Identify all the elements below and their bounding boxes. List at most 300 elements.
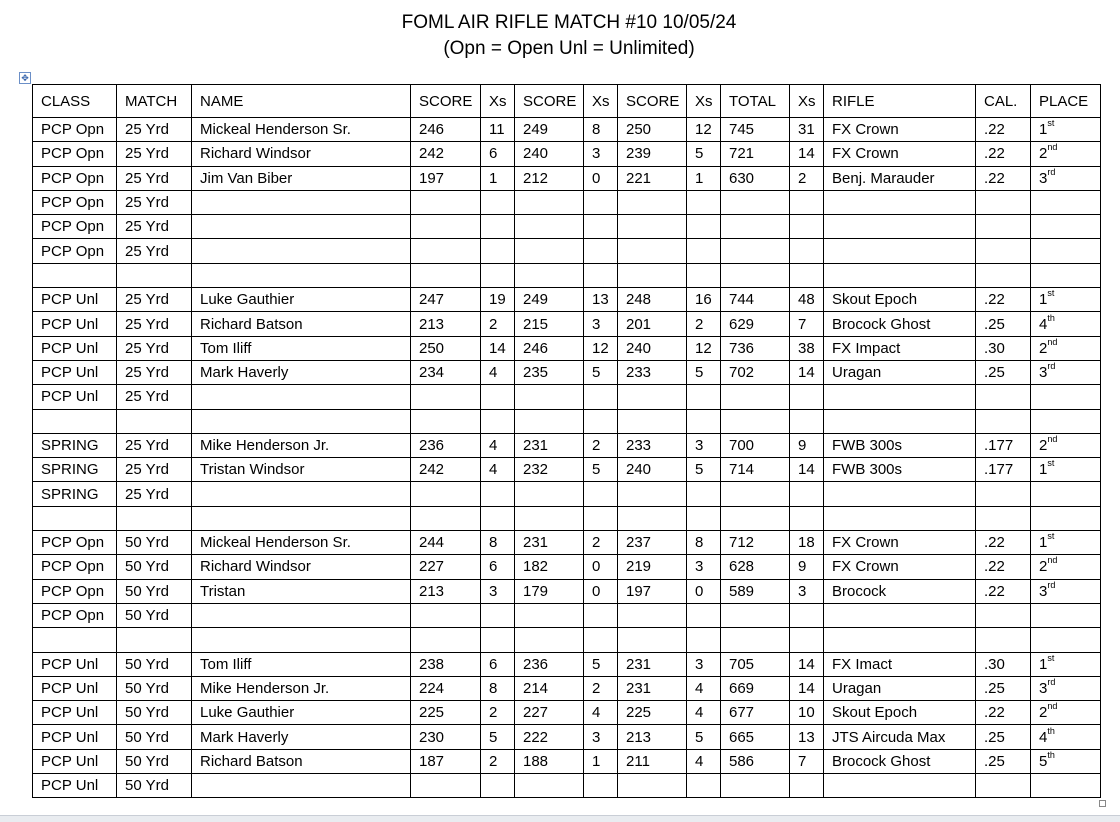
total-cell[interactable]	[721, 774, 790, 798]
xs-2-cell[interactable]	[584, 506, 618, 530]
score-2-cell[interactable]: 182	[515, 555, 584, 579]
score-2-cell[interactable]: 214	[515, 676, 584, 700]
score-1-cell[interactable]: 238	[411, 652, 481, 676]
score-3-cell[interactable]: 213	[618, 725, 687, 749]
place-cell[interactable]	[1031, 312, 1101, 336]
xs-total-cell[interactable]: 38	[790, 336, 824, 360]
xs-1-cell[interactable]: 6	[481, 555, 515, 579]
xs-total-cell[interactable]: 14	[790, 652, 824, 676]
score-1-cell[interactable]: 242	[411, 142, 481, 166]
score-3-cell[interactable]	[618, 385, 687, 409]
score-1-cell[interactable]: 230	[411, 725, 481, 749]
rifle-cell[interactable]	[824, 190, 976, 214]
caliber-cell[interactable]: .22	[976, 531, 1031, 555]
caliber-cell[interactable]: .22	[976, 166, 1031, 190]
caliber-cell[interactable]: .22	[976, 555, 1031, 579]
xs-total-cell[interactable]: 9	[790, 555, 824, 579]
xs-2-cell[interactable]: 0	[584, 579, 618, 603]
name-cell[interactable]: Mickeal Henderson Sr.	[192, 531, 411, 555]
caliber-cell[interactable]	[976, 506, 1031, 530]
caliber-cell[interactable]: .22	[976, 579, 1031, 603]
xs-3-cell[interactable]: 4	[687, 676, 721, 700]
xs-3-cell[interactable]: 8	[687, 531, 721, 555]
rifle-cell[interactable]: Brocock Ghost	[824, 749, 976, 773]
total-cell[interactable]	[721, 603, 790, 627]
score-3-cell[interactable]: 240	[618, 458, 687, 482]
xs-2-cell[interactable]	[584, 409, 618, 433]
xs-total-cell[interactable]: 14	[790, 360, 824, 384]
class-cell[interactable]: SPRING	[33, 433, 117, 457]
total-cell[interactable]	[721, 409, 790, 433]
score-1-cell[interactable]: 242	[411, 458, 481, 482]
class-cell[interactable]	[33, 628, 117, 652]
score-1-cell[interactable]: 197	[411, 166, 481, 190]
xs-2-cell[interactable]: 13	[584, 288, 618, 312]
match-cell[interactable]	[117, 263, 192, 287]
place-cell[interactable]	[1031, 579, 1101, 603]
score-2-cell[interactable]	[515, 628, 584, 652]
xs-2-cell[interactable]	[584, 239, 618, 263]
name-cell[interactable]	[192, 385, 411, 409]
place-cell[interactable]	[1031, 263, 1101, 287]
score-1-cell[interactable]	[411, 774, 481, 798]
xs-2-cell[interactable]: 8	[584, 118, 618, 142]
class-cell[interactable]: PCP Unl	[33, 701, 117, 725]
xs-2-cell[interactable]: 3	[584, 142, 618, 166]
score-3-cell[interactable]: 219	[618, 555, 687, 579]
total-cell[interactable]: 705	[721, 652, 790, 676]
name-cell[interactable]: Mark Haverly	[192, 725, 411, 749]
caliber-cell[interactable]	[976, 482, 1031, 506]
name-cell[interactable]	[192, 409, 411, 433]
rifle-cell[interactable]: Uragan	[824, 676, 976, 700]
xs-2-cell[interactable]	[584, 628, 618, 652]
rifle-cell[interactable]: Benj. Marauder	[824, 166, 976, 190]
xs-3-cell[interactable]: 5	[687, 458, 721, 482]
xs-total-cell[interactable]	[790, 215, 824, 239]
xs-3-cell[interactable]	[687, 385, 721, 409]
rifle-cell[interactable]: FWB 300s	[824, 433, 976, 457]
xs-1-cell[interactable]	[481, 263, 515, 287]
match-cell[interactable]: 25 Yrd	[117, 360, 192, 384]
place-cell[interactable]	[1031, 385, 1101, 409]
place-cell[interactable]	[1031, 506, 1101, 530]
score-2-cell[interactable]	[515, 190, 584, 214]
match-cell[interactable]	[117, 506, 192, 530]
total-cell[interactable]: 700	[721, 433, 790, 457]
caliber-cell[interactable]: .25	[976, 749, 1031, 773]
xs-total-cell[interactable]	[790, 482, 824, 506]
xs-1-cell[interactable]: 5	[481, 725, 515, 749]
name-cell[interactable]: Richard Windsor	[192, 142, 411, 166]
place-cell[interactable]	[1031, 749, 1101, 773]
name-cell[interactable]: Mickeal Henderson Sr.	[192, 118, 411, 142]
name-cell[interactable]	[192, 190, 411, 214]
rifle-cell[interactable]: FX Crown	[824, 142, 976, 166]
xs-3-cell[interactable]: 5	[687, 142, 721, 166]
xs-2-cell[interactable]	[584, 385, 618, 409]
score-1-cell[interactable]	[411, 482, 481, 506]
xs-1-cell[interactable]	[481, 603, 515, 627]
col-header-place[interactable]: PLACE	[1031, 85, 1101, 118]
rifle-cell[interactable]: Brocock Ghost	[824, 312, 976, 336]
xs-2-cell[interactable]	[584, 215, 618, 239]
name-cell[interactable]: Tom Iliff	[192, 336, 411, 360]
table-resize-handle[interactable]	[1099, 800, 1106, 807]
score-2-cell[interactable]: 179	[515, 579, 584, 603]
xs-total-cell[interactable]: 31	[790, 118, 824, 142]
match-cell[interactable]: 25 Yrd	[117, 385, 192, 409]
match-cell[interactable]: 50 Yrd	[117, 531, 192, 555]
total-cell[interactable]: 586	[721, 749, 790, 773]
class-cell[interactable]	[33, 409, 117, 433]
total-cell[interactable]: 589	[721, 579, 790, 603]
score-3-cell[interactable]: 237	[618, 531, 687, 555]
total-cell[interactable]: 744	[721, 288, 790, 312]
caliber-cell[interactable]	[976, 603, 1031, 627]
place-cell[interactable]	[1031, 628, 1101, 652]
xs-3-cell[interactable]	[687, 263, 721, 287]
score-1-cell[interactable]: 244	[411, 531, 481, 555]
score-1-cell[interactable]: 213	[411, 312, 481, 336]
name-cell[interactable]: Tristan	[192, 579, 411, 603]
xs-1-cell[interactable]	[481, 628, 515, 652]
match-cell[interactable]: 50 Yrd	[117, 579, 192, 603]
name-cell[interactable]: Tom Iliff	[192, 652, 411, 676]
name-cell[interactable]: Mike Henderson Jr.	[192, 676, 411, 700]
class-cell[interactable]: PCP Opn	[33, 531, 117, 555]
score-3-cell[interactable]: 239	[618, 142, 687, 166]
xs-total-cell[interactable]: 14	[790, 142, 824, 166]
name-cell[interactable]: Tristan Windsor	[192, 458, 411, 482]
xs-1-cell[interactable]: 2	[481, 749, 515, 773]
match-cell[interactable]: 50 Yrd	[117, 701, 192, 725]
col-header-name[interactable]: NAME	[192, 85, 411, 118]
xs-2-cell[interactable]	[584, 774, 618, 798]
xs-3-cell[interactable]: 5	[687, 360, 721, 384]
xs-3-cell[interactable]	[687, 603, 721, 627]
name-cell[interactable]	[192, 263, 411, 287]
rifle-cell[interactable]: Uragan	[824, 360, 976, 384]
class-cell[interactable]: PCP Opn	[33, 166, 117, 190]
match-cell[interactable]	[117, 628, 192, 652]
caliber-cell[interactable]	[976, 385, 1031, 409]
score-2-cell[interactable]: 231	[515, 433, 584, 457]
xs-3-cell[interactable]	[687, 774, 721, 798]
xs-2-cell[interactable]: 2	[584, 433, 618, 457]
xs-1-cell[interactable]	[481, 506, 515, 530]
xs-total-cell[interactable]: 48	[790, 288, 824, 312]
rifle-cell[interactable]: FX Crown	[824, 531, 976, 555]
name-cell[interactable]: Richard Windsor	[192, 555, 411, 579]
match-cell[interactable]	[117, 409, 192, 433]
score-1-cell[interactable]: 227	[411, 555, 481, 579]
name-cell[interactable]	[192, 215, 411, 239]
caliber-cell[interactable]	[976, 263, 1031, 287]
class-cell[interactable]: PCP Unl	[33, 312, 117, 336]
total-cell[interactable]	[721, 263, 790, 287]
xs-2-cell[interactable]: 1	[584, 749, 618, 773]
score-2-cell[interactable]	[515, 603, 584, 627]
xs-3-cell[interactable]: 4	[687, 749, 721, 773]
xs-2-cell[interactable]: 2	[584, 531, 618, 555]
caliber-cell[interactable]: .25	[976, 360, 1031, 384]
caliber-cell[interactable]: .177	[976, 458, 1031, 482]
xs-1-cell[interactable]: 6	[481, 652, 515, 676]
name-cell[interactable]: Mike Henderson Jr.	[192, 433, 411, 457]
match-cell[interactable]: 50 Yrd	[117, 555, 192, 579]
xs-3-cell[interactable]: 16	[687, 288, 721, 312]
place-cell[interactable]	[1031, 774, 1101, 798]
col-header-xs-2[interactable]: Xs	[584, 85, 618, 118]
xs-total-cell[interactable]: 10	[790, 701, 824, 725]
place-cell[interactable]	[1031, 288, 1101, 312]
place-cell[interactable]	[1031, 676, 1101, 700]
caliber-cell[interactable]: .22	[976, 701, 1031, 725]
xs-2-cell[interactable]: 5	[584, 458, 618, 482]
name-cell[interactable]	[192, 506, 411, 530]
score-3-cell[interactable]	[618, 482, 687, 506]
xs-3-cell[interactable]: 12	[687, 336, 721, 360]
place-cell[interactable]	[1031, 555, 1101, 579]
score-3-cell[interactable]	[618, 603, 687, 627]
rifle-cell[interactable]: FX Imact	[824, 652, 976, 676]
xs-3-cell[interactable]: 3	[687, 555, 721, 579]
score-1-cell[interactable]	[411, 603, 481, 627]
place-cell[interactable]	[1031, 118, 1101, 142]
col-header-match[interactable]: MATCH	[117, 85, 192, 118]
total-cell[interactable]: 721	[721, 142, 790, 166]
place-cell[interactable]	[1031, 725, 1101, 749]
score-3-cell[interactable]: 201	[618, 312, 687, 336]
xs-2-cell[interactable]: 3	[584, 725, 618, 749]
xs-3-cell[interactable]: 5	[687, 725, 721, 749]
class-cell[interactable]: PCP Unl	[33, 774, 117, 798]
xs-1-cell[interactable]	[481, 409, 515, 433]
xs-1-cell[interactable]	[481, 239, 515, 263]
xs-2-cell[interactable]: 2	[584, 676, 618, 700]
score-2-cell[interactable]: 212	[515, 166, 584, 190]
score-2-cell[interactable]: 249	[515, 288, 584, 312]
total-cell[interactable]: 630	[721, 166, 790, 190]
score-2-cell[interactable]	[515, 482, 584, 506]
class-cell[interactable]: PCP Opn	[33, 215, 117, 239]
match-cell[interactable]: 50 Yrd	[117, 652, 192, 676]
xs-1-cell[interactable]: 19	[481, 288, 515, 312]
score-3-cell[interactable]	[618, 239, 687, 263]
total-cell[interactable]	[721, 506, 790, 530]
score-1-cell[interactable]: 213	[411, 579, 481, 603]
class-cell[interactable]: PCP Opn	[33, 118, 117, 142]
total-cell[interactable]: 712	[721, 531, 790, 555]
col-header-cal[interactable]: CAL.	[976, 85, 1031, 118]
caliber-cell[interactable]: .22	[976, 142, 1031, 166]
rifle-cell[interactable]: FX Crown	[824, 555, 976, 579]
score-2-cell[interactable]	[515, 409, 584, 433]
xs-2-cell[interactable]: 0	[584, 555, 618, 579]
xs-total-cell[interactable]: 3	[790, 579, 824, 603]
caliber-cell[interactable]: .30	[976, 336, 1031, 360]
score-1-cell[interactable]: 234	[411, 360, 481, 384]
xs-1-cell[interactable]: 2	[481, 701, 515, 725]
xs-3-cell[interactable]: 12	[687, 118, 721, 142]
place-cell[interactable]	[1031, 482, 1101, 506]
xs-total-cell[interactable]: 9	[790, 433, 824, 457]
place-cell[interactable]	[1031, 652, 1101, 676]
xs-3-cell[interactable]: 0	[687, 579, 721, 603]
score-1-cell[interactable]: 224	[411, 676, 481, 700]
score-3-cell[interactable]	[618, 409, 687, 433]
xs-3-cell[interactable]: 1	[687, 166, 721, 190]
place-cell[interactable]	[1031, 190, 1101, 214]
xs-3-cell[interactable]: 3	[687, 433, 721, 457]
xs-total-cell[interactable]	[790, 506, 824, 530]
name-cell[interactable]	[192, 774, 411, 798]
xs-3-cell[interactable]	[687, 239, 721, 263]
score-3-cell[interactable]: 240	[618, 336, 687, 360]
score-2-cell[interactable]: 236	[515, 652, 584, 676]
caliber-cell[interactable]	[976, 215, 1031, 239]
xs-total-cell[interactable]: 18	[790, 531, 824, 555]
xs-1-cell[interactable]: 8	[481, 531, 515, 555]
xs-1-cell[interactable]	[481, 215, 515, 239]
rifle-cell[interactable]	[824, 215, 976, 239]
class-cell[interactable]: PCP Opn	[33, 555, 117, 579]
match-cell[interactable]: 50 Yrd	[117, 749, 192, 773]
total-cell[interactable]: 714	[721, 458, 790, 482]
rifle-cell[interactable]	[824, 506, 976, 530]
rifle-cell[interactable]: FWB 300s	[824, 458, 976, 482]
total-cell[interactable]	[721, 628, 790, 652]
rifle-cell[interactable]	[824, 603, 976, 627]
place-cell[interactable]	[1031, 239, 1101, 263]
class-cell[interactable]: SPRING	[33, 482, 117, 506]
total-cell[interactable]	[721, 482, 790, 506]
class-cell[interactable]: PCP Unl	[33, 288, 117, 312]
score-3-cell[interactable]: 231	[618, 676, 687, 700]
rifle-cell[interactable]	[824, 385, 976, 409]
score-1-cell[interactable]	[411, 506, 481, 530]
xs-3-cell[interactable]: 3	[687, 652, 721, 676]
name-cell[interactable]	[192, 628, 411, 652]
xs-total-cell[interactable]: 2	[790, 166, 824, 190]
name-cell[interactable]: Richard Batson	[192, 749, 411, 773]
score-3-cell[interactable]: 231	[618, 652, 687, 676]
rifle-cell[interactable]	[824, 263, 976, 287]
score-2-cell[interactable]	[515, 239, 584, 263]
total-cell[interactable]: 669	[721, 676, 790, 700]
score-2-cell[interactable]: 188	[515, 749, 584, 773]
xs-total-cell[interactable]	[790, 409, 824, 433]
match-cell[interactable]: 25 Yrd	[117, 433, 192, 457]
place-cell[interactable]	[1031, 215, 1101, 239]
caliber-cell[interactable]: .25	[976, 312, 1031, 336]
xs-3-cell[interactable]: 4	[687, 701, 721, 725]
rifle-cell[interactable]	[824, 239, 976, 263]
score-1-cell[interactable]: 247	[411, 288, 481, 312]
class-cell[interactable]: PCP Unl	[33, 725, 117, 749]
xs-3-cell[interactable]	[687, 628, 721, 652]
class-cell[interactable]: PCP Opn	[33, 239, 117, 263]
xs-total-cell[interactable]	[790, 190, 824, 214]
class-cell[interactable]: SPRING	[33, 458, 117, 482]
rifle-cell[interactable]: Skout Epoch	[824, 701, 976, 725]
match-cell[interactable]: 50 Yrd	[117, 676, 192, 700]
score-2-cell[interactable]: 232	[515, 458, 584, 482]
xs-1-cell[interactable]: 8	[481, 676, 515, 700]
score-1-cell[interactable]	[411, 239, 481, 263]
rifle-cell[interactable]	[824, 774, 976, 798]
xs-2-cell[interactable]: 3	[584, 312, 618, 336]
xs-1-cell[interactable]	[481, 385, 515, 409]
xs-1-cell[interactable]: 14	[481, 336, 515, 360]
xs-2-cell[interactable]: 0	[584, 166, 618, 190]
match-cell[interactable]: 25 Yrd	[117, 288, 192, 312]
rifle-cell[interactable]: Skout Epoch	[824, 288, 976, 312]
xs-1-cell[interactable]	[481, 774, 515, 798]
class-cell[interactable]: PCP Opn	[33, 142, 117, 166]
xs-2-cell[interactable]: 12	[584, 336, 618, 360]
col-header-xs-1[interactable]: Xs	[481, 85, 515, 118]
caliber-cell[interactable]: .30	[976, 652, 1031, 676]
score-1-cell[interactable]: 225	[411, 701, 481, 725]
name-cell[interactable]	[192, 482, 411, 506]
name-cell[interactable]: Luke Gauthier	[192, 701, 411, 725]
match-cell[interactable]: 50 Yrd	[117, 603, 192, 627]
xs-1-cell[interactable]: 1	[481, 166, 515, 190]
class-cell[interactable]: PCP Unl	[33, 676, 117, 700]
xs-2-cell[interactable]: 5	[584, 652, 618, 676]
score-2-cell[interactable]	[515, 385, 584, 409]
score-3-cell[interactable]: 248	[618, 288, 687, 312]
score-2-cell[interactable]	[515, 263, 584, 287]
total-cell[interactable]: 677	[721, 701, 790, 725]
xs-1-cell[interactable]: 4	[481, 433, 515, 457]
xs-2-cell[interactable]	[584, 190, 618, 214]
xs-2-cell[interactable]	[584, 263, 618, 287]
total-cell[interactable]	[721, 239, 790, 263]
xs-total-cell[interactable]	[790, 263, 824, 287]
score-3-cell[interactable]	[618, 506, 687, 530]
caliber-cell[interactable]	[976, 409, 1031, 433]
score-2-cell[interactable]	[515, 215, 584, 239]
total-cell[interactable]: 745	[721, 118, 790, 142]
caliber-cell[interactable]: .22	[976, 288, 1031, 312]
rifle-cell[interactable]: Brocock	[824, 579, 976, 603]
rifle-cell[interactable]	[824, 482, 976, 506]
col-header-class[interactable]: CLASS	[33, 85, 117, 118]
place-cell[interactable]	[1031, 166, 1101, 190]
total-cell[interactable]	[721, 190, 790, 214]
score-3-cell[interactable]: 197	[618, 579, 687, 603]
col-header-score-2[interactable]: SCORE	[515, 85, 584, 118]
total-cell[interactable]: 665	[721, 725, 790, 749]
score-1-cell[interactable]: 187	[411, 749, 481, 773]
name-cell[interactable]	[192, 239, 411, 263]
score-1-cell[interactable]: 250	[411, 336, 481, 360]
place-cell[interactable]	[1031, 531, 1101, 555]
match-cell[interactable]: 25 Yrd	[117, 336, 192, 360]
caliber-cell[interactable]: .22	[976, 118, 1031, 142]
score-2-cell[interactable]: 235	[515, 360, 584, 384]
xs-2-cell[interactable]: 4	[584, 701, 618, 725]
xs-1-cell[interactable]: 11	[481, 118, 515, 142]
rifle-cell[interactable]	[824, 628, 976, 652]
place-cell[interactable]	[1031, 458, 1101, 482]
xs-2-cell[interactable]	[584, 603, 618, 627]
match-cell[interactable]: 25 Yrd	[117, 166, 192, 190]
xs-1-cell[interactable]: 4	[481, 458, 515, 482]
